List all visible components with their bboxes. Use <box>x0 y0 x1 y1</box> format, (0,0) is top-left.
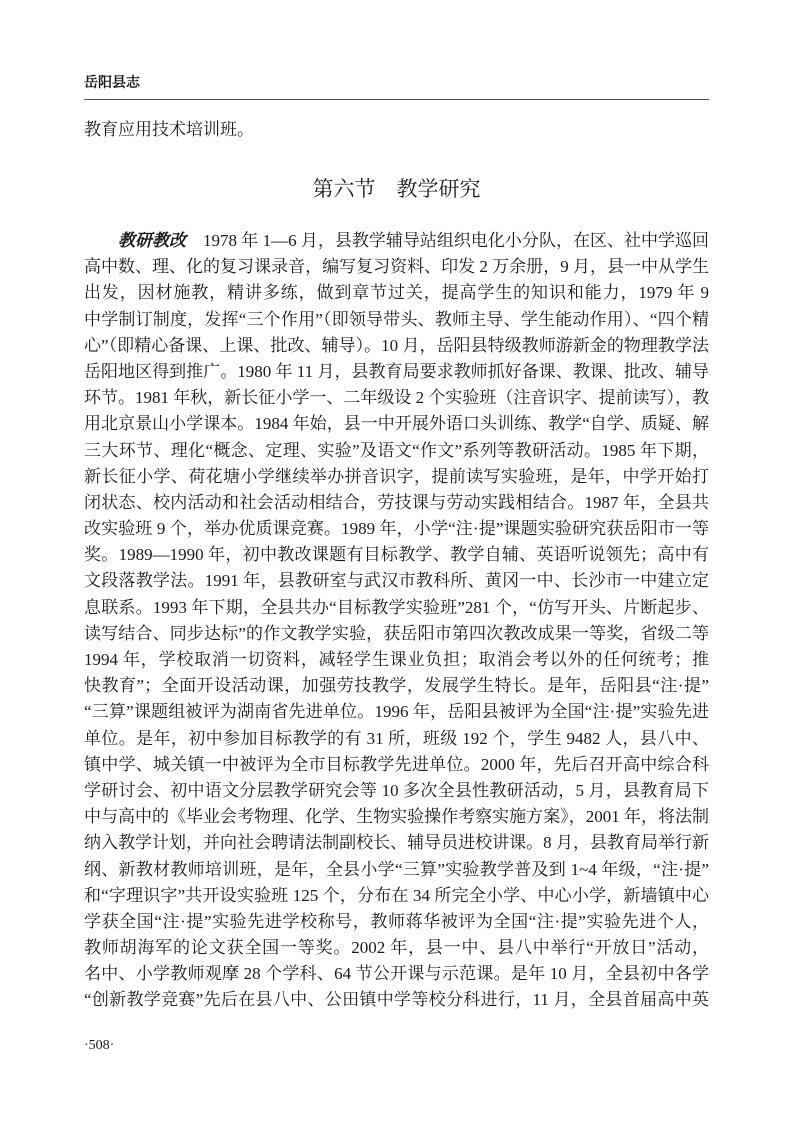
text-line <box>84 438 709 464</box>
text-line-content: 闭状态、校内活动和社会活动相结合，劳技课与劳动实践相结合。1987 年，全县共 <box>84 492 709 512</box>
text-line-content: 快教育”；全面开设活动课，加强劳技教学，发展学生特长。是年，岳阳县“注·提” <box>84 676 709 696</box>
text-line <box>84 464 709 490</box>
section-title: 教学研究 <box>396 178 481 201</box>
text-line <box>84 307 709 333</box>
section-number: 第六节 <box>312 178 376 201</box>
text-line <box>84 961 709 987</box>
text-line <box>84 830 709 856</box>
body-paragraph <box>84 228 709 1014</box>
text-line <box>84 726 709 752</box>
text-line <box>84 595 709 621</box>
text-line <box>84 280 709 306</box>
text-line-content: 新长征小学、荷花塘小学继续举办拼音识字，提前读写实验班，是年，中学开始打 <box>84 466 709 486</box>
text-line <box>84 935 709 961</box>
header-rule <box>84 99 709 100</box>
text-line-content: 环节。1981 年秋，新长征小学一、二年级设 2 个实验班（注音识字、提前读写），教 <box>84 388 709 408</box>
lead-label: 教研教改 <box>118 231 187 250</box>
text-line-content: 三大环节、理化“概念、定理、实验”及语文“作文”系列等教研活动。1985 年下期， <box>84 440 709 460</box>
text-line-content: 出发，因材施教，精讲多练，做到章节过关，提高学生的知识和能力，1979 年 9 <box>84 283 709 303</box>
text-line-content: 心”（即精心备课、上课、批改、辅导）。10 月，岳阳县特级教师游新金的物理教学法 <box>84 335 709 355</box>
text-line-content: 和“字理识字”共开设实验班 125 个，分布在 34 所完全小学、中心小学，新墙镇中心 <box>84 885 709 905</box>
text-line <box>84 385 709 411</box>
text-line-content: 改实验班 9 个，举办优质课竞赛。1989 年，小学“注·提”课题实验研究获岳阳市一等 <box>84 519 709 539</box>
text-line <box>84 621 709 647</box>
text-line-content: 名中、小学教师观摩 28 个学科、64 节公开课与示范课。是年 10 月，全县初中各学 <box>84 964 709 984</box>
text-line-content: 单位。是年，初中参加目标教学的有 31 所，班级 192 个，学生 9482 人，县八中、 <box>84 728 709 748</box>
text-line-content: 1994 年，学校取消一切资料，减轻学生课业负担；取消会考以外的任何统考；推 <box>84 650 709 669</box>
text-line <box>84 804 709 830</box>
text-line-content: 文段落教学法。1991 年，县教研室与武汉市教科所、黄冈一中、长沙市一中建立定 <box>84 571 709 591</box>
text-line-content: 中与高中的《毕业会考物理、化学、生物实验操作考察实施方案》，2001 年，将法制 <box>84 807 709 827</box>
text-line <box>84 411 709 437</box>
section-heading <box>0 173 793 203</box>
text-line <box>84 647 709 673</box>
text-line-content: 用北京景山小学课本。1984 年始，县一中开展外语口头训练、教学“自学、质疑、解 <box>84 414 709 434</box>
text-line <box>84 752 709 778</box>
running-header-title: 岳阳县志 <box>84 74 140 90</box>
page-number: ·508· <box>84 1038 115 1053</box>
text-line <box>84 359 709 385</box>
text-line <box>84 333 709 359</box>
text-line <box>84 568 709 594</box>
carryover-text-line: 教育应用技术培训班。 <box>84 120 254 139</box>
text-line <box>84 516 709 542</box>
text-line-content: “三算”课题组被评为湖南省先进单位。1996 年，岳阳县被评为全国“注·提”实验先进 <box>84 702 709 722</box>
text-line <box>84 673 709 699</box>
text-line <box>84 228 709 254</box>
text-line-content: 学研讨会、初中语文分层教学研究会等 10 多次全县性教研活动，5 月，县教育局下 <box>84 780 709 800</box>
text-line-content: 奖。1989—1990 年，初中教改课题有目标教学、教学自辅、英语听说领先；高中有 <box>84 545 709 565</box>
text-line-content: 息联系。1993 年下期，全县共办“目标教学实验班”281 个，“仿写开头、片断起步、 <box>84 597 709 617</box>
text-line <box>84 987 709 1013</box>
text-line-content: 中学制订制度，发挥“三个作用”（即领导带头、教师主导、学生能动作用）、“四个精 <box>84 309 709 329</box>
text-line-content: 高中数、理、化的复习课录音，编写复习资料、印发 2 万余册，9 月，县一中从学生 <box>84 257 709 277</box>
text-line-content: 读写结合、同步达标”的作文教学实验，获岳阳市第四次教改成果一等奖，省级二等 <box>84 623 709 643</box>
text-line-content: 教师胡海军的论文获全国一等奖。2002 年，县一中、县八中举行“开放日”活动， <box>84 938 709 958</box>
text-line <box>84 857 709 883</box>
text-line-content: 镇中学、城关镇一中被评为全市目标教学先进单位。2000 年，先后召开高中综合科 <box>84 754 709 774</box>
text-line <box>84 909 709 935</box>
text-line <box>84 883 709 909</box>
text-line-content: 1978 年 1—6 月，县教学辅导站组织电化小分队，在区、社中学巡回 <box>203 231 709 250</box>
text-line-content: 岳阳地区得到推广。1980 年 11 月，县教育局要求教师抓好备课、教课、批改、辅导 <box>84 361 709 381</box>
text-line <box>84 778 709 804</box>
text-line <box>84 542 709 568</box>
text-line <box>84 254 709 280</box>
text-line-content: 纳入教学计划，并向社会聘请法制副校长、辅导员进校讲课。8 月，县教育局举行新 <box>84 833 709 853</box>
text-line <box>84 699 709 725</box>
text-line-content: “创新教学竞赛”先后在县八中、公田镇中学等校分科进行，11 月，全县首届高中英 <box>84 990 709 1010</box>
text-line-content: 纲、新教材教师培训班，是年，全县小学“三算”实验教学普及到 1~4 年级，“注·提” <box>84 859 709 879</box>
text-line-content: 学获全国“注·提”实验先进学校称号，教师蒋华被评为全国“注·提”实验先进个人， <box>84 911 709 931</box>
text-line <box>84 490 709 516</box>
